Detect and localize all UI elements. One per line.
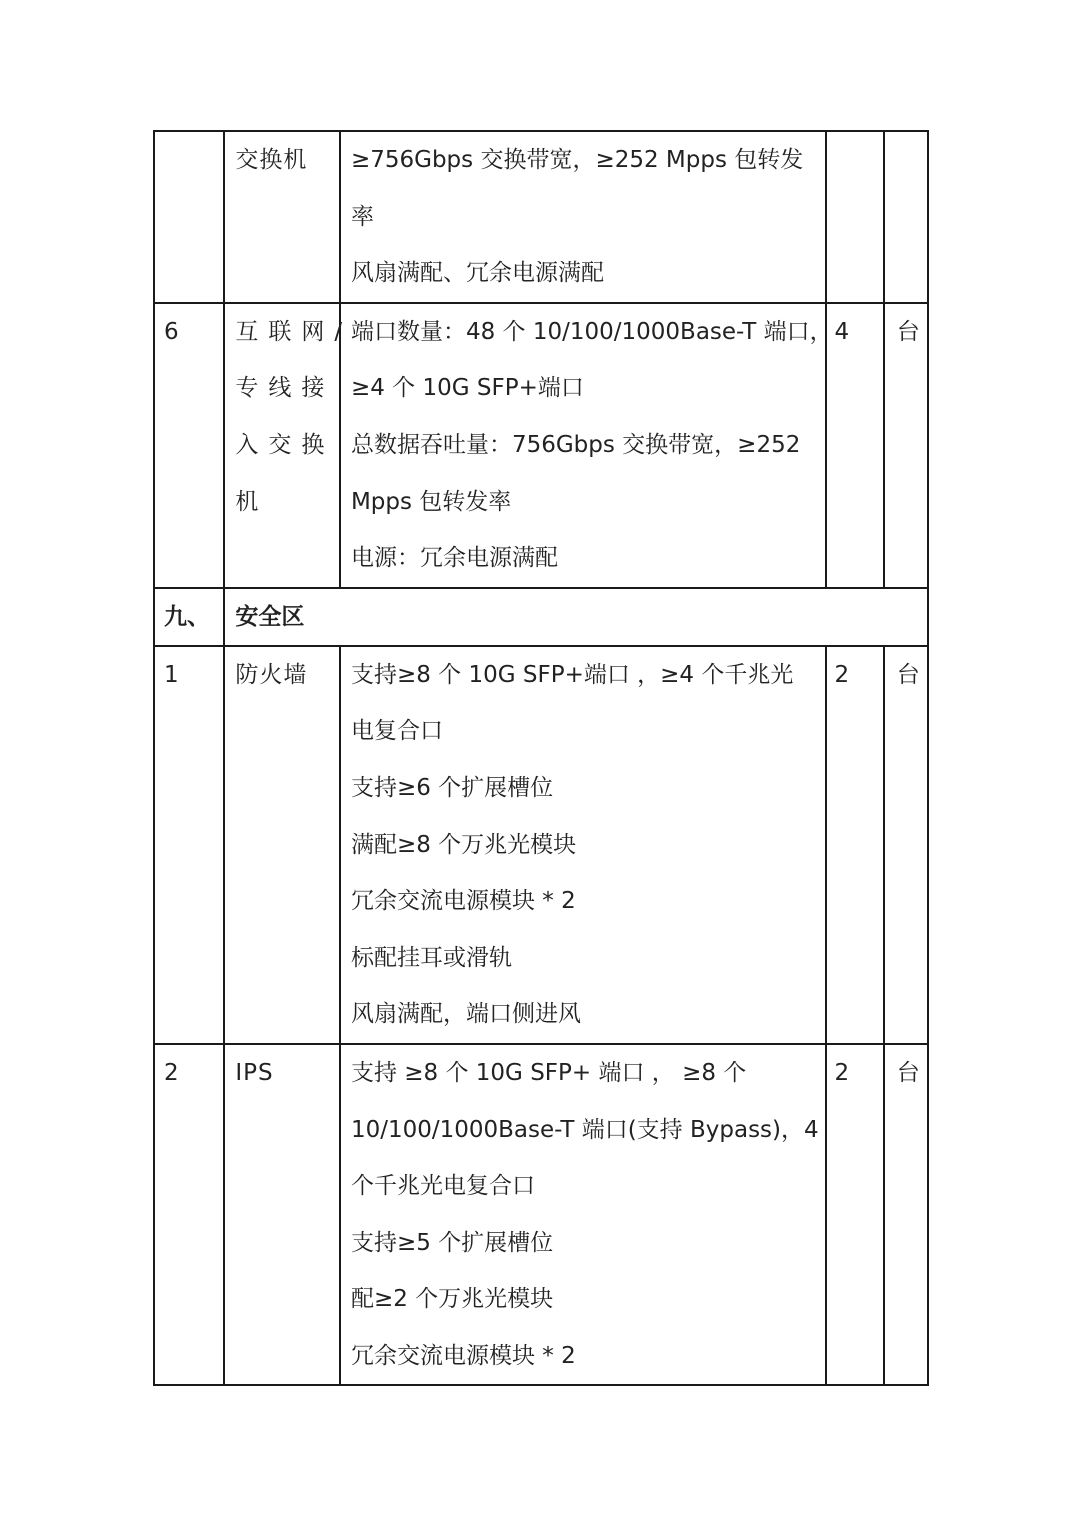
table-row: [154, 646, 928, 1044]
item-name: [224, 131, 340, 303]
spec-line: 个千兆光电复合口: [350, 1173, 535, 1200]
spec-line: 支持≥6 个扩展槽位: [350, 774, 554, 801]
spec-line: 支持≥5 个扩展槽位: [350, 1229, 554, 1256]
section-index: 九、: [154, 588, 224, 646]
spec-line: ≥756Gbps 交换带宽，≥252 Mpps 包转发: [350, 147, 804, 173]
item-unit: 台: [884, 1044, 928, 1386]
spec-line: 标配挂耳或滑轨: [350, 944, 512, 971]
item-spec: [340, 303, 833, 588]
row-index: 6: [154, 303, 224, 588]
item-qty: 2: [826, 1044, 883, 1386]
item-spec: [340, 646, 827, 1044]
spec-line: 电源：冗余电源满配: [350, 545, 558, 572]
item-qty: [826, 131, 883, 303]
table-row: [154, 1044, 928, 1386]
spec-line: Mpps 包转发率: [350, 488, 512, 515]
spec-line: 配≥2 个万兆光模块: [350, 1286, 554, 1313]
spec-line: 端口数量：48 个 10/100/1000Base-T 端口，: [350, 318, 833, 345]
item-name-line: IPS: [235, 1059, 274, 1086]
spec-line: 冗余交流电源模块 * 2: [350, 888, 576, 915]
section-title: 安全区: [224, 588, 928, 646]
item-name-line: 入交换: [235, 431, 335, 458]
item-name-line: 专线接: [235, 375, 335, 402]
item-name: [224, 1044, 340, 1386]
equipment-spec-table: [153, 130, 929, 1386]
spec-line: 10/100/1000Base-T 端口(支持 Bypass)，4: [350, 1116, 819, 1143]
item-name-line: 互联网/: [235, 318, 353, 345]
row-index: [154, 131, 224, 303]
item-name: [224, 303, 353, 588]
item-qty: 2: [826, 646, 883, 1044]
item-qty: 4: [826, 303, 883, 588]
spec-line: 支持 ≥8 个 10G SFP+ 端口 ， ≥8 个: [350, 1059, 747, 1086]
spec-line: 冗余交流电源模块 * 2: [350, 1342, 576, 1369]
item-name: [224, 646, 340, 1044]
row-index: 1: [154, 646, 224, 1044]
spec-line: 风扇满配，端口侧进风: [350, 1001, 581, 1028]
spec-line: 电复合口: [350, 718, 443, 745]
item-name-line: 交换机: [235, 147, 308, 173]
spec-line: 支持≥8 个 10G SFP+端口 ，≥4 个千兆光: [350, 661, 794, 688]
item-unit: 台: [884, 303, 928, 588]
table-row: [154, 303, 928, 588]
spec-line: ≥4 个 10G SFP+端口: [350, 375, 584, 402]
item-spec: [340, 131, 827, 303]
table-row: [154, 131, 928, 303]
item-unit: [884, 131, 928, 303]
item-name-line: 防火墙: [235, 661, 308, 688]
section-header-row: [154, 588, 928, 646]
item-unit: 台: [884, 646, 928, 1044]
spec-line: 总数据吞吐量：756Gbps 交换带宽，≥252: [350, 431, 801, 458]
row-index: 2: [154, 1044, 224, 1386]
spec-line: 风扇满配、冗余电源满配: [350, 260, 604, 287]
spec-line: 满配≥8 个万兆光模块: [350, 831, 577, 858]
item-name-line: 机: [235, 488, 269, 515]
item-spec: [340, 1044, 827, 1386]
spec-line: 率: [350, 203, 374, 230]
